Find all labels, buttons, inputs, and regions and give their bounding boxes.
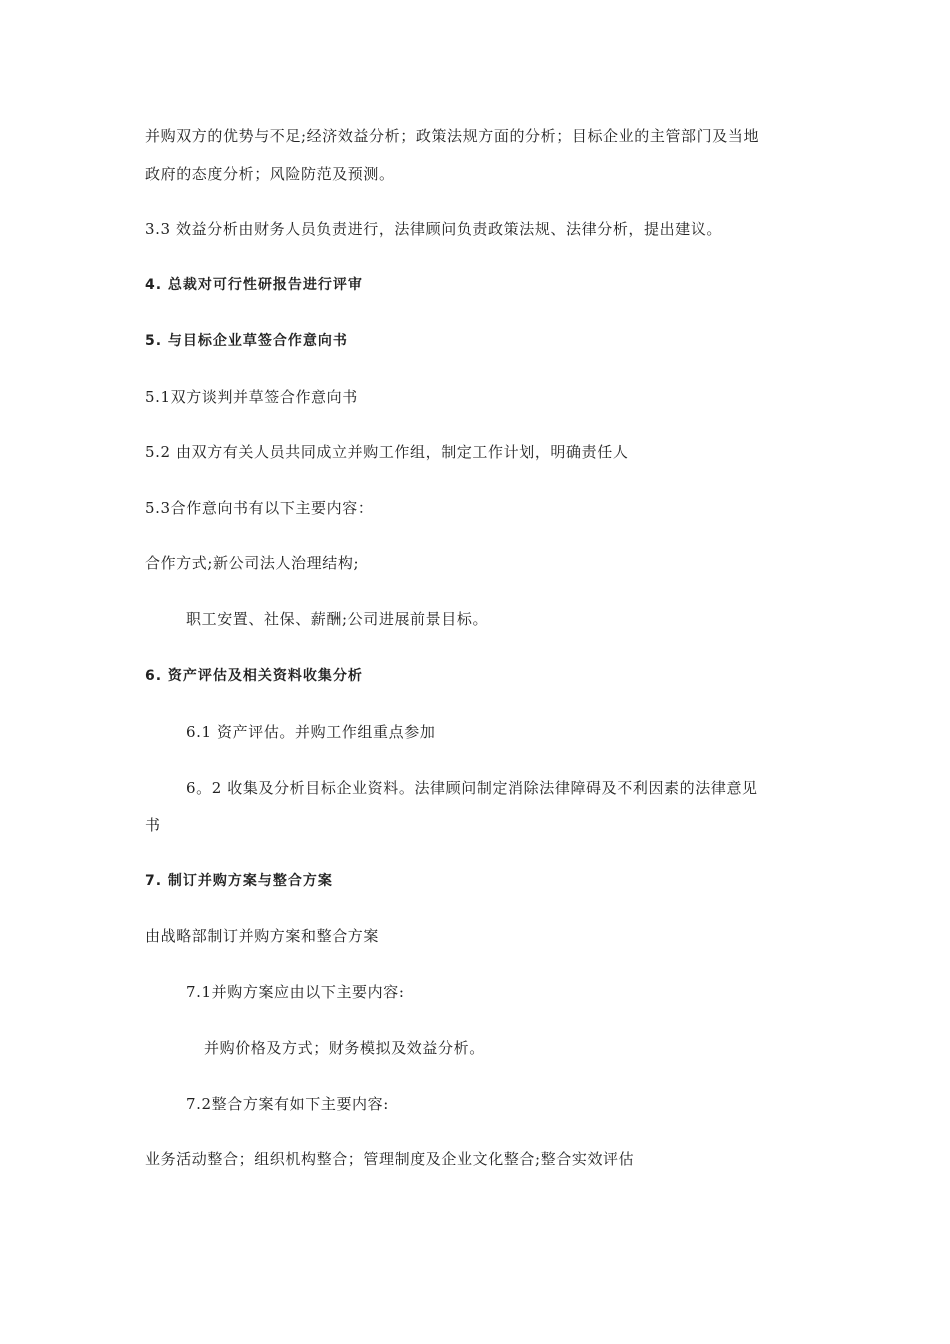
paragraph-line: 职工安置、社保、薪酬;公司进展前景目标。 [186,610,489,628]
section-heading: 6. 资产评估及相关资料收集分析 [145,668,363,684]
paragraph-line: 由战略部制订并购方案和整合方案 [145,927,380,945]
paragraph-line: 5.3合作意向书有以下主要内容： [145,499,374,517]
paragraph-line: 5.1双方谈判并草签合作意向书 [145,388,358,406]
paragraph-line: 并购双方的优势与不足;经济效益分析；政策法规方面的分析；目标企业的主管部门及当地 [145,127,760,145]
paragraph-line: 业务活动整合；组织机构整合；管理制度及企业文化整合;整合实效评估 [145,1150,635,1168]
paragraph-line: 并购价格及方式；财务模拟及效益分析。 [204,1039,485,1057]
paragraph-line: 6。2 收集及分析目标企业资料。法律顾问制定消除法律障碍及不利因素的法律意见 [186,779,758,797]
section-heading: 5. 与目标企业草签合作意向书 [145,333,348,349]
section-heading: 4. 总裁对可行性研报告进行评审 [145,277,363,293]
paragraph-line: 书 [145,816,161,834]
paragraph-line: 3.3 效益分析由财务人员负责进行，法律顾问负责政策法规、法律分析，提出建议。 [145,220,723,238]
paragraph-line: 5.2 由双方有关人员共同成立并购工作组，制定工作计划，明确责任人 [145,443,629,461]
paragraph-line: 7.2整合方案有如下主要内容: [186,1095,389,1113]
paragraph-line: 政府的态度分析；风险防范及预测。 [145,165,395,183]
paragraph-line: 6.1 资产评估。并购工作组重点参加 [186,723,436,741]
paragraph-line: 7.1并购方案应由以下主要内容: [186,983,405,1001]
paragraph-line: 合作方式;新公司法人治理结构; [145,554,360,572]
section-heading: 7. 制订并购方案与整合方案 [145,873,333,889]
